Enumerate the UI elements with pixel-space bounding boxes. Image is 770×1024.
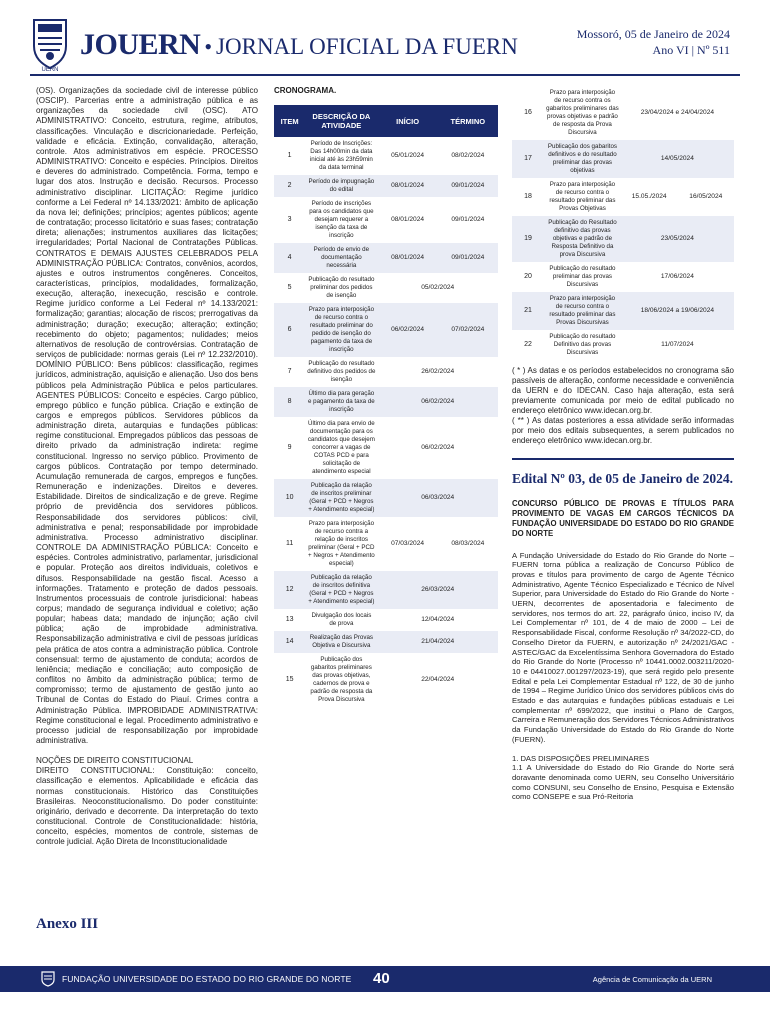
row-description: Período de inscrições para os candidatos que desejam requerer a isenção da taxa de inscrição — [305, 197, 377, 243]
table-row — [512, 140, 734, 178]
row-date: 14/05/2024 — [621, 140, 734, 178]
row-item-number: 18 — [512, 178, 544, 216]
cronograma-table-continued — [512, 86, 734, 360]
issue-date: Mossoró, 05 de Janeiro de 2024 — [576, 27, 730, 41]
row-description: Último dia para geração e pagamento da taxa de inscrição — [305, 387, 377, 417]
row-date: 22/04/2024 — [377, 653, 498, 707]
table-row — [274, 357, 498, 387]
table-row — [512, 178, 734, 216]
row-item-number: 22 — [512, 330, 544, 360]
row-start-date: 08/01/2024 — [377, 175, 437, 197]
table-row — [274, 137, 498, 175]
edital-subtitle: CONCURSO PÚBLICO DE PROVAS E TÍTULOS PARA PROVIMENTO DE VAGAS EM CARGOS TÉCNICOS DA FUNDAÇÃO UNIVERSIDADE DO ESTADO DO RIO GRANDE DO NORTE — [512, 498, 734, 538]
row-description: Prazo para interposição de recurso contra os gabaritos preliminares das provas objetivas e padrão de resposta da Prova Discursiva — [544, 86, 621, 140]
table-row — [274, 303, 498, 357]
row-date: 06/02/2024 — [377, 387, 498, 417]
row-end-date: 16/05/2024 — [678, 178, 734, 216]
row-description: Publicação da relação de inscritos definitiva (Geral + PCD + Negros + Atendimento especial) — [305, 571, 377, 609]
row-description: Publicação do Resultado definitivo das provas objetivas e padrão de Resposta Definitivo da prova Discursiva — [544, 216, 621, 262]
table-row — [274, 243, 498, 273]
svg-text:UERN: UERN — [41, 67, 59, 72]
header-start: INÍCIO — [377, 105, 437, 137]
table-row — [274, 387, 498, 417]
row-end-date: 09/01/2024 — [438, 243, 498, 273]
row-date: 06/02/2024 — [377, 417, 498, 479]
row-end-date: 09/01/2024 — [438, 175, 498, 197]
row-item-number: 16 — [512, 86, 544, 140]
journal-subtitle: JORNAL OFICIAL DA FUERN — [216, 34, 518, 59]
row-item-number: 17 — [512, 140, 544, 178]
cronograma-notes — [512, 366, 734, 446]
table-row — [274, 517, 498, 571]
row-item-number: 4 — [274, 243, 305, 273]
table-row — [512, 86, 734, 140]
row-item-number: 14 — [274, 631, 305, 653]
row-start-date: 15.05./2024 — [621, 178, 678, 216]
section-paragraph: 1.1 A Universidade do Estado do Rio Grande do Norte será doravante denominada como UERN, seu Conselho Universitário como CONSUNI, seu Conselho de Ensino, Pesquisa e Extensão como CONSEPE e sua Pró-Reitoria — [512, 763, 734, 802]
table-row — [274, 273, 498, 303]
row-item-number: 3 — [274, 197, 305, 243]
section-heading: 1. DAS DISPOSIÇÕES PRELIMINARES — [512, 753, 650, 763]
table-row — [274, 571, 498, 609]
table-row — [512, 292, 734, 330]
row-start-date: 05/01/2024 — [377, 137, 437, 175]
row-description: Realização das Provas Objetiva e Discursiva — [305, 631, 377, 653]
uern-logo-icon — [30, 16, 70, 72]
issue-edition: Ano VI | Nº 511 — [652, 43, 730, 57]
uern-footer-logo-icon — [40, 971, 56, 987]
row-item-number: 12 — [274, 571, 305, 609]
edital-body — [512, 551, 734, 803]
row-item-number: 20 — [512, 262, 544, 292]
row-item-number: 19 — [512, 216, 544, 262]
cronograma-table — [274, 105, 498, 707]
row-date: 26/03/2024 — [377, 571, 498, 609]
syllabus-heading: NOÇÕES DE DIREITO CONSTITUCIONAL — [36, 756, 194, 766]
row-date: 17/06/2024 — [621, 262, 734, 292]
row-end-date: 08/02/2024 — [438, 137, 498, 175]
cronograma-title: CRONOGRAMA. — [274, 86, 337, 95]
row-description: Último dia para envio de documentação para os candidatos que desejem concorrer a vagas de COTAS PCD e para solicitação de atendimento especial — [305, 417, 377, 479]
row-date: 21/04/2024 — [377, 631, 498, 653]
table-row — [274, 175, 498, 197]
edital-title: Edital Nº 03, de 05 de Janeiro de 2024. — [512, 470, 733, 486]
row-item-number: 6 — [274, 303, 305, 357]
masthead — [80, 28, 518, 62]
row-date: 11/07/2024 — [621, 330, 734, 360]
header-item: ITEM — [274, 105, 305, 137]
row-item-number: 9 — [274, 417, 305, 479]
row-item-number: 10 — [274, 479, 305, 517]
table-row — [274, 197, 498, 243]
row-start-date: 07/03/2024 — [377, 517, 437, 571]
row-description: Publicação da relação de inscritos preliminar (Geral + PCD + Negros + Atendimento especial) — [305, 479, 377, 517]
row-date: 18/06/2024 a 19/06/2024 — [621, 292, 734, 330]
header-rule — [30, 74, 740, 76]
row-description: Prazo para interposição de recurso contra o resultado preliminar das Provas Discursivas — [544, 292, 621, 330]
row-description: Prazo para interposição de recurso contra o resultado preliminar das Provas Objetivas — [544, 178, 621, 216]
page-footer — [0, 966, 770, 992]
column-1 — [36, 86, 258, 848]
row-date: 05/02/2024 — [377, 273, 498, 303]
row-item-number: 7 — [274, 357, 305, 387]
note-paragraph: ( ** ) As datas posteriores a essa atividade serão informadas por meio dos editais subsequentes, a serem publicados no endereço eletrônico www.idecan.org.br. — [512, 416, 734, 445]
header-description: DESCRIÇÃO DA ATIVIDADE — [305, 105, 377, 137]
row-description: Prazo para interposição de recurso contra a relação de inscritos preliminar (Geral + PCD + Negros + Atendimento especial) — [305, 517, 377, 571]
note-paragraph: ( * ) As datas e os períodos estabelecidos no cronograma são passíveis de alteração, conforme necessidade e conveniência da UERN e do IDECAN. Caso haja alteração, esta será previamente comunicada por meio de edital publicado no endereço eletrônico www.idecan.org.br. — [512, 366, 734, 415]
page-header — [0, 0, 770, 78]
table-row — [274, 479, 498, 517]
syllabus-paragraph: DIREITO CONSTITUCIONAL: Constituição: conceito, classificação e elementos. Aplicabilidade e eficácia das normas constitucionais. Histórico das Constituições Brasileiras. Neoconstitucionalismo. Do poder constituinte: originário, derivado e decorrente. Da interpretação do texto constitucional. Controle de Constitucionalidade: história, conceito, espécies, momentos de controle, sistemas de controle judicial. Ação Direta de Inconstitucionalidade — [36, 766, 258, 847]
row-date: 26/02/2024 — [377, 357, 498, 387]
row-end-date: 07/02/2024 — [438, 303, 498, 357]
row-start-date: 08/01/2024 — [377, 243, 437, 273]
row-description: Divulgação dos locais de prova — [305, 609, 377, 631]
row-item-number: 21 — [512, 292, 544, 330]
row-date: 06/03/2024 — [377, 479, 498, 517]
row-item-number: 15 — [274, 653, 305, 707]
row-description: Período de impugnação do edital — [305, 175, 377, 197]
table-row — [512, 216, 734, 262]
brand-separator: • — [204, 34, 213, 59]
row-description: Publicação dos gabaritos definitivos e do resultado preliminar das provas objetivas — [544, 140, 621, 178]
row-description: Publicação do resultado Definitivo das provas Discursivas — [544, 330, 621, 360]
annex-title: Anexo III — [36, 916, 99, 932]
row-start-date: 08/01/2024 — [377, 197, 437, 243]
table-row — [274, 417, 498, 479]
row-item-number: 1 — [274, 137, 305, 175]
row-item-number: 13 — [274, 609, 305, 631]
row-end-date: 09/01/2024 — [438, 197, 498, 243]
row-description: Período de envio de documentação necessária — [305, 243, 377, 273]
edital-paragraph: A Fundação Universidade do Estado do Rio Grande do Norte – FUERN torna pública a realização de Concurso Público de provas e títulos para provimento de cargo de Agente Técnico Administrativo, Agente Técnico Especializado e Técnico de Nível Superior, para Universidade do Estado do Rio Grande do Norte - UERN, decorrentes de aposentadoria e falecimento de servidores, nos termos do art. 22, parágrafo único, inciso IV, da Lei Complementar nº 101, de 4 de maio de 2000 – Lei de Responsabilidade Fiscal, conforme Resolução nº 34/2022-CD, do Conselho Diretor da FUERN, e autorização nº 24/2021/GAC - ASTEC/GAC da Excelentíssima Senhora Governadora do Estado do Rio Grande do Norte (Processo nº 10441.0002.003211/2020-10 e 04410027.001297/2023-19), que será regido pelo presente Edital e pela Lei Complementar Estadual nº 122, de 30 de junho de 1994 – Regime Jurídico Único dos servidores públicos civis do Estado e das autarquias e fundações públicas estaduais e Lei complementar nº 699/2022, que institui o Plano de Cargos, Carreira e Remuneração dos Servidores Técnicos Administrativos da Fundação Universidade do Estado do Rio Grande do Norte (FUERN). — [512, 550, 734, 744]
row-item-number: 8 — [274, 387, 305, 417]
table-row — [274, 609, 498, 631]
table-row — [274, 653, 498, 707]
footer-agency: Agência de Comunicação da UERN — [592, 975, 712, 984]
row-item-number: 5 — [274, 273, 305, 303]
row-description: Prazo para interposição de recurso contra o resultado preliminar do pedido de isenção do pagamento da taxa de inscrição — [305, 303, 377, 357]
journal-brand: JOUERN — [80, 28, 201, 61]
row-description: Período de Inscrições: Das 14h00min da data inicial até às 23h59min da data terminal — [305, 137, 377, 175]
table-row — [512, 330, 734, 360]
syllabus-paragraph: (OS). Organizações da sociedade civil de interesse público (OSCIP). Parcerias entre a administração pública e as organizações da sociedade civil (OSC). ATO ADMINISTRATIVO: Conceito, estrutura, regime, atributos, classificações. Vinculação e discricionariedade. Perfeição, validade e eficácia. Extinção, convalidação, alteração, controle. Atos administrativos em espécie. PROCESSO ADMINISTRATIVO: Conceito e espécies. Princípios. Direitos e deveres do administrado. Competência. Forma, tempo e lugar dos atos. Instrução e decisão. Recursos. Processo administrativo disciplinar. LICITAÇÃO: Regime jurídico conforme a Lei Federal nº 14.133/2021: âmbito de aplicação da nova lei; definições; princípios; agentes públicos; agente de contratação; processo licitatório e suas fases; contratação direta; alienações; instrumentos auxiliares das licitações; irregularidades; Portal Nacional de Contratações Públicas. CONTRATOS E DEMAIS AJUSTES CELEBRADOS PELA ADMINISTRAÇÃO PÚBLICA: Contratos, convênios, acordos, ajustes e outros instrumentos congêneres. Conceitos, características, princípios, modalidades, formalização, execução, alteração, inexecução, rescisão e controle. Regime jurídico conforme a Lei Federal nº 14.133/2021: formalização; garantias; alocação de riscos; prerrogativas da administração; duração; execução; alteração; extinção; recebimento do objeto; pagamentos; nulidades; meios alternativos de resolução de controvérsias. Contratação de serviços de publicidade: normas gerais (Lei nº 12.232/2010). DOMÍNIO PÚBLICO: Bens públicos: classificação, regimes jurídicos, administração, aquisição e alienação. Uso dos bens públicos pela Administração Pública e pelos particulares. AGENTES PÚBLICOS: Conceito e espécies. Cargo público, emprego público e função pública. Criação e extinção de cargos e empregos públicos. Servidores públicos da administração direta, autarquias e fundações públicas: regime constitucional. Empregados públicos das pessoas de direito privado da administração indireta: regime constitucional. Ingresso no serviço público. Provimento de cargos públicos. Contratação por tempo determinado. Acumulação remunerada de cargos, empregos e funções. Remuneração e indenizações. Direitos e deveres. Estabilidade. Direitos de sindicalização e de greve. Regime próprio de previdência dos servidores públicos. Responsabilidade dos servidores públicos: civil, administrativa e penal; responsabilidade por improbidade administrativa. Processo administrativo disciplinar. CONTROLE DA ADMINISTRAÇÃO PÚBLICA: Conceito e espécies. Controles administrativo, parlamentar, jurisdicional e popular. Proteção aos direitos individuais, coletivos e difusos. Responsabilidade na gestão fiscal. Acesso a informações. Tratamento e proteção de dados pessoais. Instrumentos processuais de controle jurisdicional: habeas corpus; mandado de segurança individual e coletivo; ação popular; habeas data; mandado de injunção; ação civil pública; ação de improbidade administrativa. Responsabilização administrativa e civil de pessoas jurídicas pela prática de atos contra a administração pública. Controle consensual: termo de ajustamento de conduta; acordos de leniência; mediação e conciliação; auto composição de conflitos no âmbito da administração pública; termo de compromisso; termo de ajustamento de gestão junto ao Tribunal de Contas do Estado do Piauí. Crimes contra a Administração Pública. IMPROBIDADE ADMINISTRATIVA: Regime constitucional e legal. Procedimento administrativo e processo judicial de responsabilização por improbidade administrativa. — [36, 86, 258, 745]
row-start-date: 06/02/2024 — [377, 303, 437, 357]
row-item-number: 11 — [274, 517, 305, 571]
row-description: Publicação dos gabaritos preliminares das provas objetivas, cadernos de prova e padrão de resposta da Prova Discursiva — [305, 653, 377, 707]
column-3 — [512, 86, 734, 802]
section-rule — [512, 458, 734, 460]
footer-institution: FUNDAÇÃO UNIVERSIDADE DO ESTADO DO RIO GRANDE DO NORTE — [62, 974, 352, 984]
row-date: 12/04/2024 — [377, 609, 498, 631]
issue-info — [577, 26, 730, 58]
table-row — [512, 262, 734, 292]
page-number: 40 — [373, 970, 390, 987]
row-end-date: 08/03/2024 — [438, 517, 498, 571]
row-description: Publicação do resultado preliminar das provas Discursivas — [544, 262, 621, 292]
row-date: 23/05/2024 — [621, 216, 734, 262]
row-date: 23/04/2024 e 24/04/2024 — [621, 86, 734, 140]
column-2 — [274, 86, 498, 707]
header-end: TÉRMINO — [438, 105, 498, 137]
row-item-number: 2 — [274, 175, 305, 197]
row-description: Publicação do resultado preliminar dos pedidos de isenção — [305, 273, 377, 303]
table-row — [274, 631, 498, 653]
row-description: Publicação do resultado definitivo dos pedidos de isenção — [305, 357, 377, 387]
